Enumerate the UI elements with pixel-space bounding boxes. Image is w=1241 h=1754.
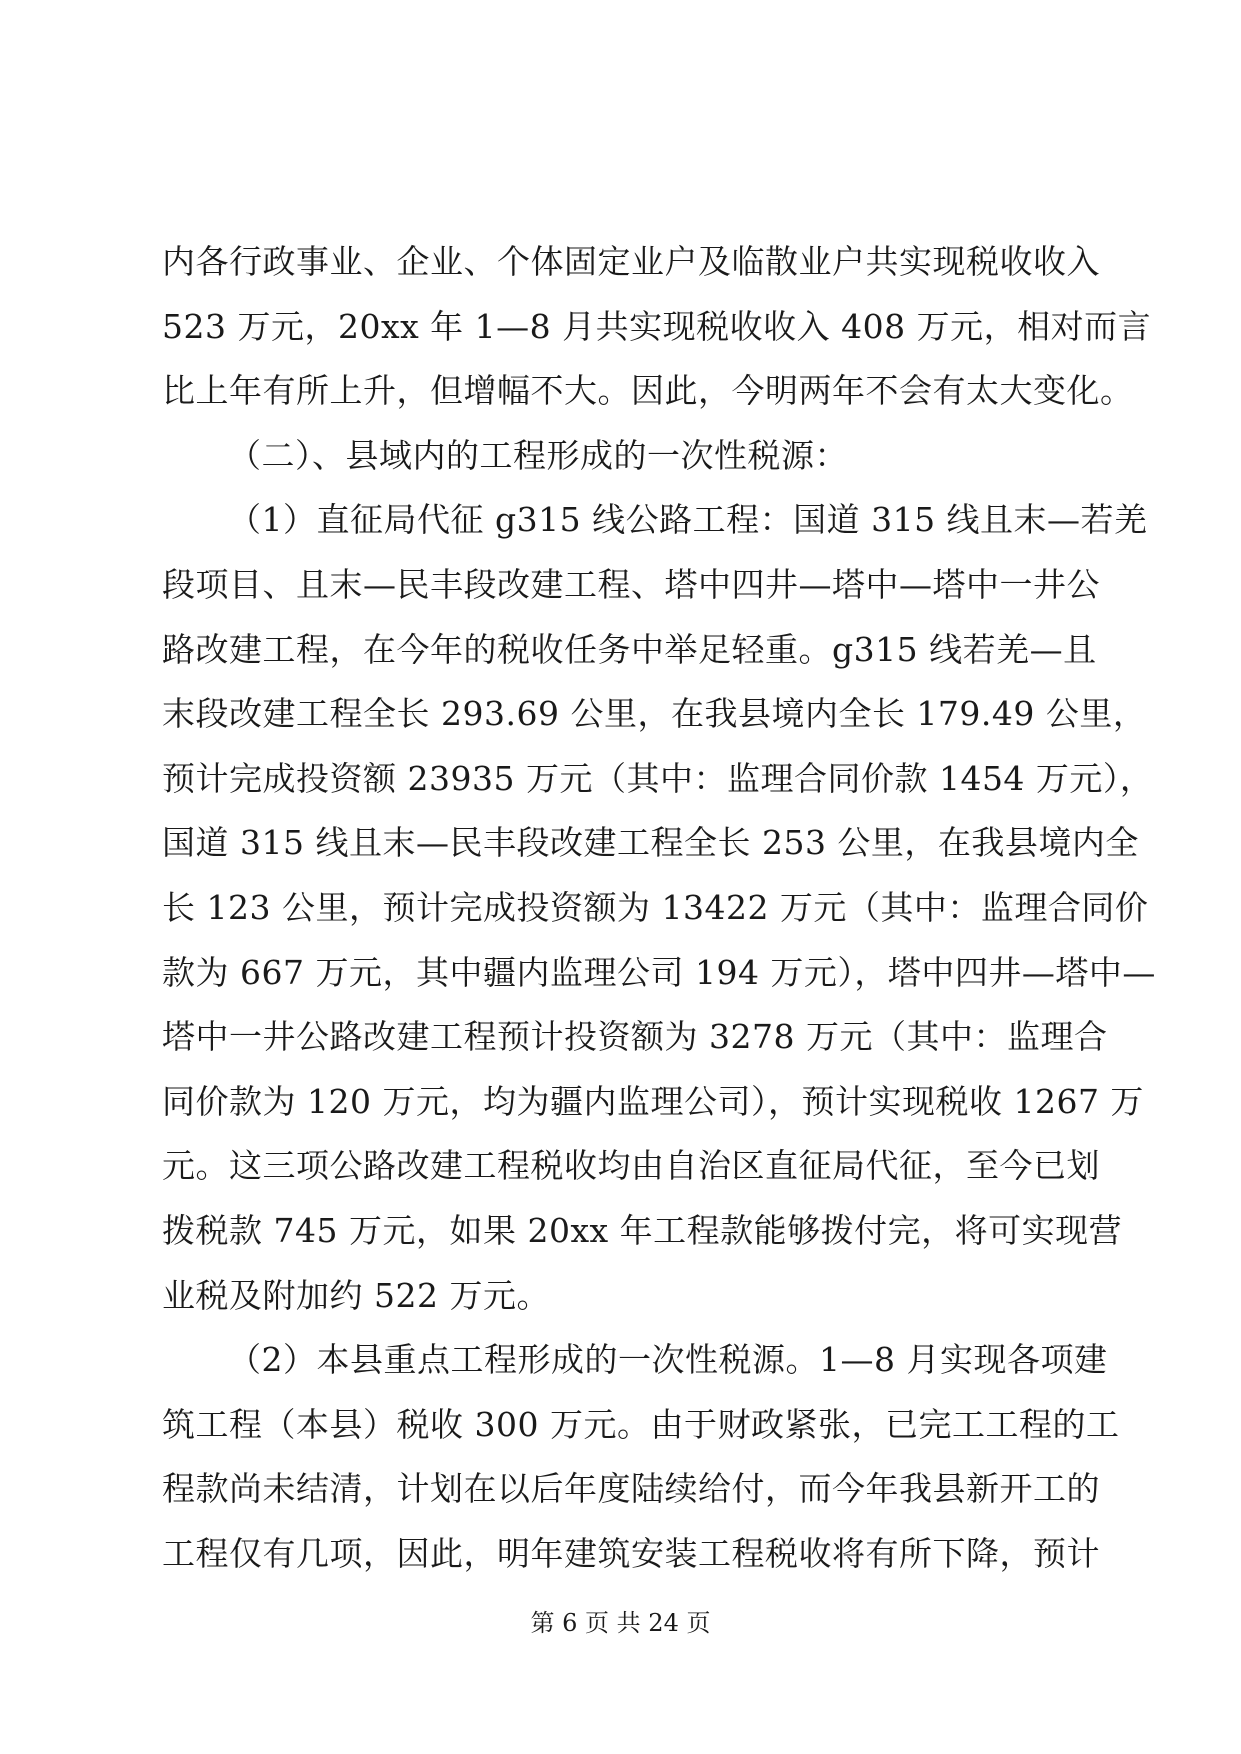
text-line: 工程仅有几项，因此，明年建筑安装工程税收将有所下降，预计 [162,1533,1100,1573]
text-line: 长 123 公里，预计完成投资额为 13422 万元（其中：监理合同价 [162,887,1149,927]
text-line: 款为 667 万元，其中疆内监理公司 194 万元），塔中四井—塔中— [162,952,1156,992]
document-body [162,230,1156,1586]
text-line: 国道 315 线且末—民丰段改建工程全长 253 公里，在我县境内全 [162,823,1139,863]
text-line: 段项目、且末—民丰段改建工程、塔中四井—塔中—塔中一井公 [162,564,1100,604]
text-line: 内各行政事业、企业、个体固定业户及临散业户共实现税收收入 [162,242,1100,281]
text-line: 末段改建工程全长 293.69 公里，在我县境内全长 179.49 公里， [162,694,1147,734]
text-line: 523 万元，20xx 年 1—8 月共实现税收收入 408 万元，相对而言 [162,306,1152,346]
text-line: 元。这三项公路改建工程税收均由自治区直征局代征，至今已划 [162,1146,1100,1186]
text-line: （2）本县重点工程形成的一次性税源。1—8 月实现各项建 [228,1340,1108,1380]
section-heading: （二）、县域内的工程形成的一次性税源： [228,435,848,475]
text-line: 塔中一井公路改建工程预计投资额为 3278 万元（其中：监理合 [162,1017,1108,1057]
text-line: 同价款为 120 万元，均为疆内监理公司），预计实现税收 1267 万 [162,1081,1144,1121]
text-line: 拨税款 745 万元，如果 20xx 年工程款能够拨付完，将可实现营 [162,1210,1123,1250]
text-line: 预计完成投资额 23935 万元（其中：监理合同价款 1454 万元）， [162,758,1154,798]
text-line: 路改建工程，在今年的税收任务中举足轻重。g315 线若羌—且 [162,629,1097,669]
text-line: （1）直征局代征 g315 线公路工程：国道 315 线且末—若羌 [228,500,1148,540]
text-line: 程款尚未结清，计划在以后年度陆续给付，而今年我县新开工的 [162,1469,1100,1509]
text-line: 业税及附加约 522 万元。 [162,1275,550,1315]
text-line: 比上年有所上升，但增幅不大。因此，今明两年不会有太大变化。 [162,371,1134,411]
text-line: 筑工程（本县）税收 300 万元。由于财政紧张，已完工工程的工 [162,1404,1120,1444]
page-footer: 第 6 页 共 24 页 [530,1609,711,1637]
